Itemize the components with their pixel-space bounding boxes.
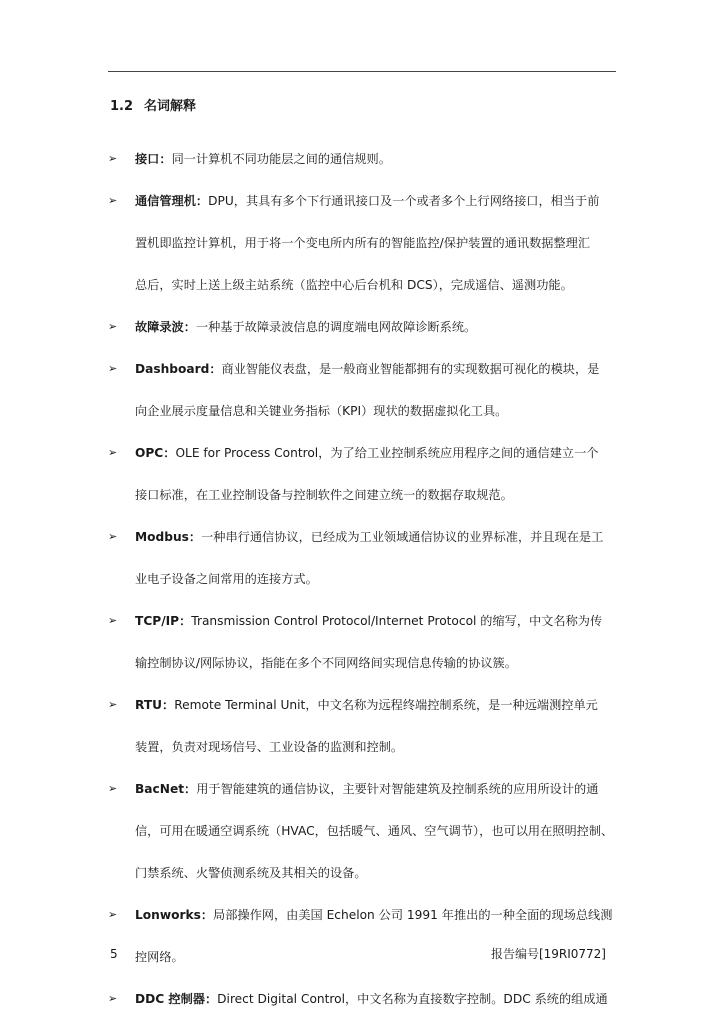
bullet-arrow-icon: ➢: [108, 194, 118, 207]
entry-line: [135, 358, 616, 380]
entry-line: [135, 316, 616, 338]
term-definition-text: 同一计算机不同功能层之间的通信规则。: [171, 152, 391, 166]
term-definition-text: 用于智能建筑的通信协议，主要针对智能建筑及控制系统的应用所设计的通: [196, 782, 599, 796]
bullet-arrow-icon: ➢: [108, 362, 118, 375]
bullet-arrow-icon: ➢: [108, 992, 118, 1005]
term-entry: [108, 316, 616, 338]
entry-line: [135, 484, 616, 506]
entry-line: [135, 862, 616, 884]
term-definition-text: 商业智能仪表盘，是一般商业智能都拥有的实现数据可视化的模块，是: [221, 362, 600, 376]
term-entry: [108, 988, 616, 1010]
term-label: Lonworks：: [135, 908, 214, 922]
term-definition-text: 控网络。: [135, 950, 184, 964]
term-label: Dashboard：: [135, 362, 222, 376]
bullet-arrow-icon: ➢: [108, 782, 118, 795]
term-label: DDC 控制器：: [135, 992, 218, 1006]
term-entry: [108, 358, 616, 422]
entry-line: [135, 820, 616, 842]
entry-line: [135, 694, 616, 716]
term-label: OPC：: [135, 446, 176, 460]
term-definition-text: 总后，实时上送上级主站系统（监控中心后台机和 DCS），完成遥信、遥测功能。: [135, 278, 573, 292]
term-list: [108, 148, 616, 1030]
entry-line: [135, 274, 616, 296]
term-label: Modbus：: [135, 530, 202, 544]
term-definition-text: OLE for Process Control，为了给工业控制系统应用程序之间的通信建立一个: [175, 446, 599, 460]
bullet-arrow-icon: ➢: [108, 614, 118, 627]
section-title-text: 名词解释: [144, 99, 197, 114]
entry-line: [135, 148, 616, 170]
term-definition-text: Direct Digital Control，中文名称为直接数字控制。DDC 系统的组成通: [217, 992, 608, 1006]
term-label: 通信管理机：: [135, 194, 209, 208]
term-label: 故障录波：: [135, 320, 196, 334]
entry-line: [135, 568, 616, 590]
entry-line: [135, 778, 616, 800]
bullet-arrow-icon: ➢: [108, 698, 118, 711]
bullet-arrow-icon: ➢: [108, 152, 118, 165]
term-definition-text: 向企业展示度量信息和关键业务指标（KPI）现状的数据虚拟化工具。: [135, 404, 508, 418]
term-entry: [108, 190, 616, 296]
entry-line: [135, 526, 616, 548]
entry-line: [135, 232, 616, 254]
term-definition-text: Remote Terminal Unit，中文名称为远程终端控制系统，是一种远端测控单元: [174, 698, 598, 712]
bullet-arrow-icon: ➢: [108, 446, 118, 459]
term-entry: [108, 778, 616, 884]
term-definition-text: 门禁系统、火警侦测系统及其相关的设备。: [135, 866, 367, 880]
term-definition-text: 输控制协议/网际协议，指能在多个不同网络间实现信息传输的协议簇。: [135, 656, 517, 670]
bullet-arrow-icon: ➢: [108, 320, 118, 333]
term-label: 接口：: [135, 152, 172, 166]
section-heading: [110, 98, 196, 116]
term-definition-text: 信，可用在暖通空调系统（HVAC，包括暖气、通风、空气调节），也可以用在照明控制、: [135, 824, 614, 838]
bullet-arrow-icon: ➢: [108, 908, 118, 921]
term-definition-text: 业电子设备之间常用的连接方式。: [135, 572, 318, 586]
term-entry: [108, 442, 616, 506]
term-label: TCP/IP：: [135, 614, 192, 628]
term-definition-text: 装置，负责对现场信号、工业设备的监测和控制。: [135, 740, 404, 754]
term-entry: [108, 526, 616, 590]
term-entry: [108, 148, 616, 170]
term-definition-text: 接口标准，在工业控制设备与控制软件之间建立统一的数据存取规范。: [135, 488, 513, 502]
term-label: RTU：: [135, 698, 175, 712]
term-entry: [108, 694, 616, 758]
entry-line: [135, 988, 616, 1010]
entry-line: [135, 442, 616, 464]
entry-line: [135, 190, 616, 212]
term-definition-text: 一种串行通信协议，已经成为工业领域通信协议的业界标准，并且现在是工: [201, 530, 604, 544]
term-definition-text: 一种基于故障录波信息的调度端电网故障诊断系统。: [195, 320, 477, 334]
page-number: 5: [110, 947, 118, 961]
header-rule: [108, 71, 616, 72]
entry-line: [135, 610, 616, 632]
term-definition-text: DPU，其具有多个下行通讯接口及一个或者多个上行网络接口，相当于前: [208, 194, 600, 208]
term-label: BacNet：: [135, 782, 197, 796]
term-definition-text: 置机即监控计算机，用于将一个变电所内所有的智能监控/保护装置的通讯数据整理汇: [135, 236, 591, 250]
report-id: 报告编号[19RI0772]: [490, 947, 606, 961]
entry-line: [135, 400, 616, 422]
bullet-arrow-icon: ➢: [108, 530, 118, 543]
term-definition-text: 局部操作网，由美国 Echelon 公司 1991 年推出的一种全面的现场总线测: [213, 908, 613, 922]
section-number: 1.2: [110, 99, 134, 114]
entry-line: [135, 736, 616, 758]
term-entry: [108, 610, 616, 674]
term-definition-text: Transmission Control Protocol/Internet Protocol 的缩写，中文名称为传: [191, 614, 603, 628]
entry-line: [135, 652, 616, 674]
entry-line: [135, 904, 616, 926]
